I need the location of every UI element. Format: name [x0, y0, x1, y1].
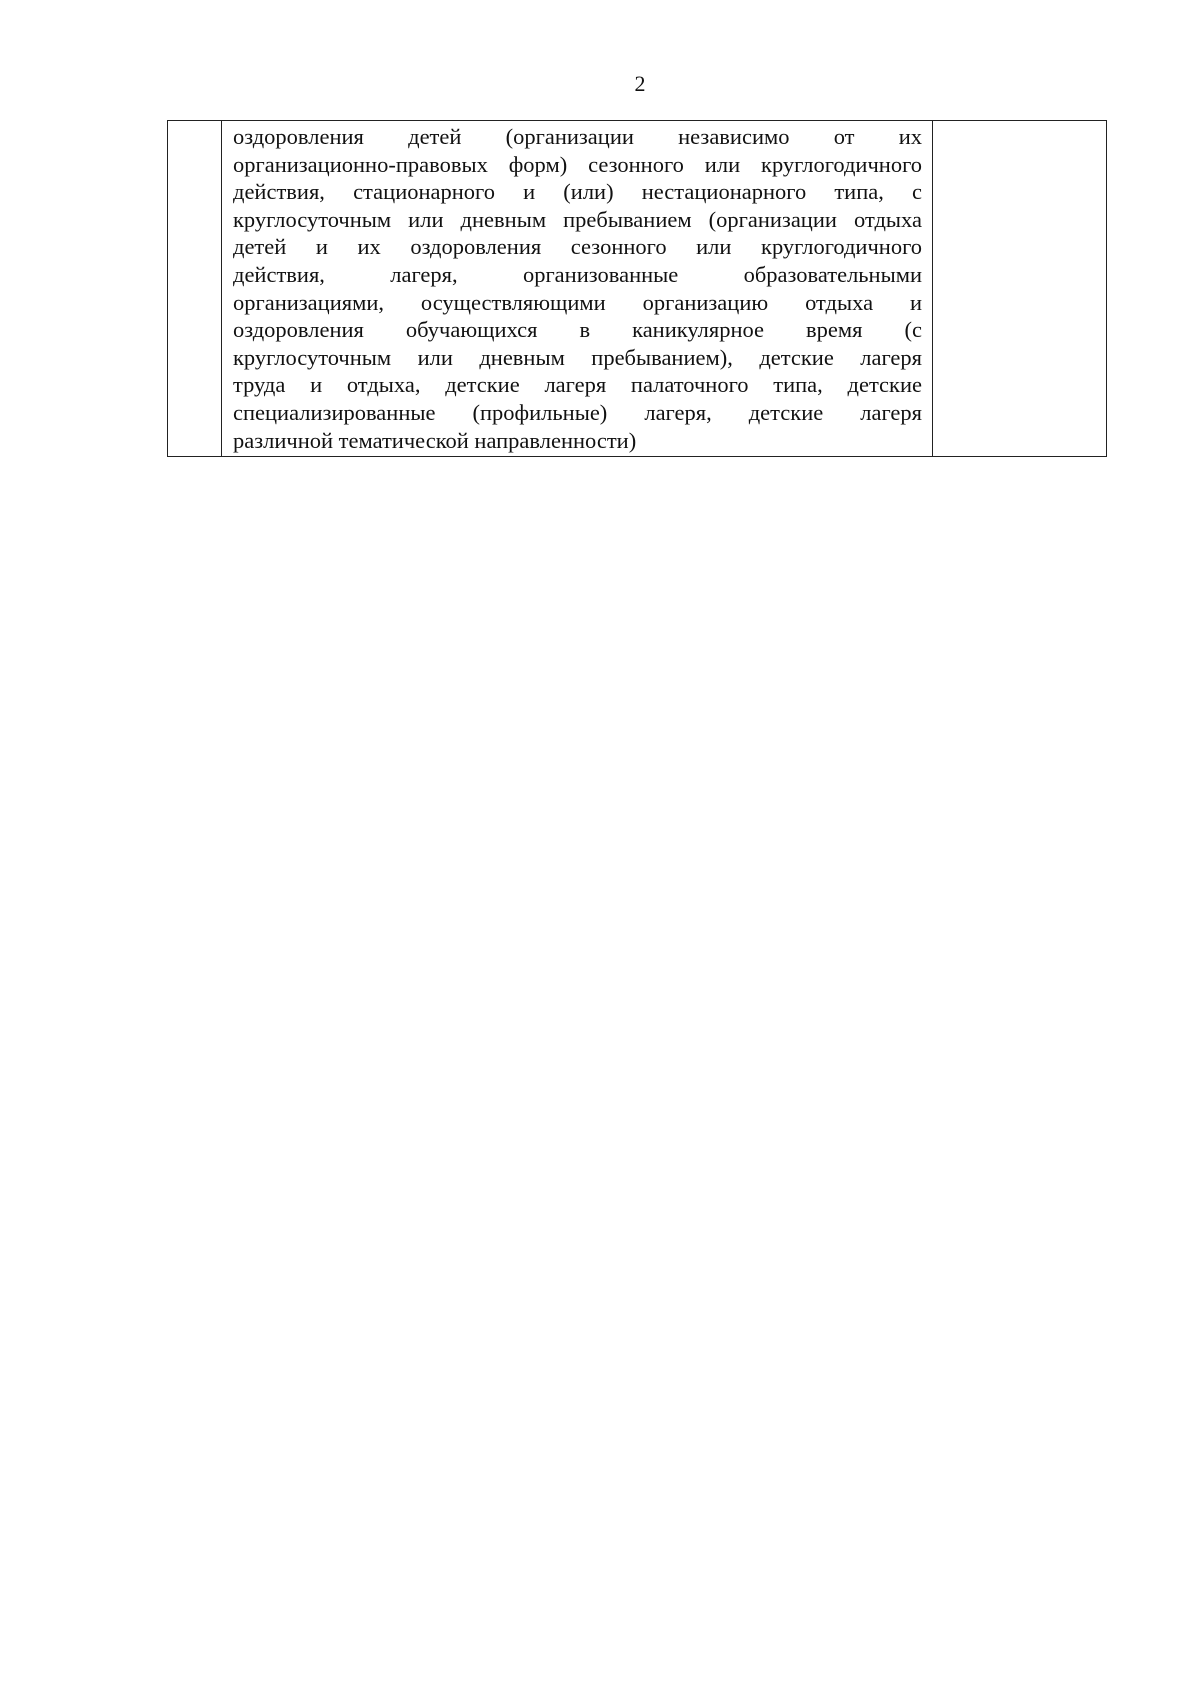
table-row [168, 121, 1107, 457]
table-cell-extra [933, 121, 1107, 457]
description-line: оздоровления детей (организации независимо от их [233, 124, 922, 149]
description-line: круглосуточным или дневным пребыванием), детские лагеря [233, 344, 922, 370]
description-line: организациями, осуществляющими организацию отдыха и [233, 289, 922, 315]
description-line: детей и их оздоровления сезонного или круглогодичного [233, 234, 922, 260]
description-text [222, 121, 932, 456]
document-table [167, 120, 1107, 457]
description-line: специализированные (профильные) лагеря, детские лагеря [233, 399, 922, 425]
description-line: оздоровления обучающихся в каникулярное время (с [233, 317, 922, 343]
description-line: действия, лагеря, организованные образовательными [233, 261, 922, 287]
page-number: 2 [634, 71, 646, 96]
table-cell-number [168, 121, 222, 457]
description-line: организационно-правовых форм) сезонного или круглогодичного [233, 151, 922, 177]
description-line: различной тематической направленности) [233, 427, 637, 453]
description-line: труда и отдыха, детские лагеря палаточного типа, детские [233, 372, 922, 398]
description-line: действия, стационарного и (или) нестационарного типа, с [233, 179, 922, 205]
description-line: круглосуточным или дневным пребыванием (организации отдыха [233, 206, 922, 232]
table-cell-description [222, 121, 933, 457]
